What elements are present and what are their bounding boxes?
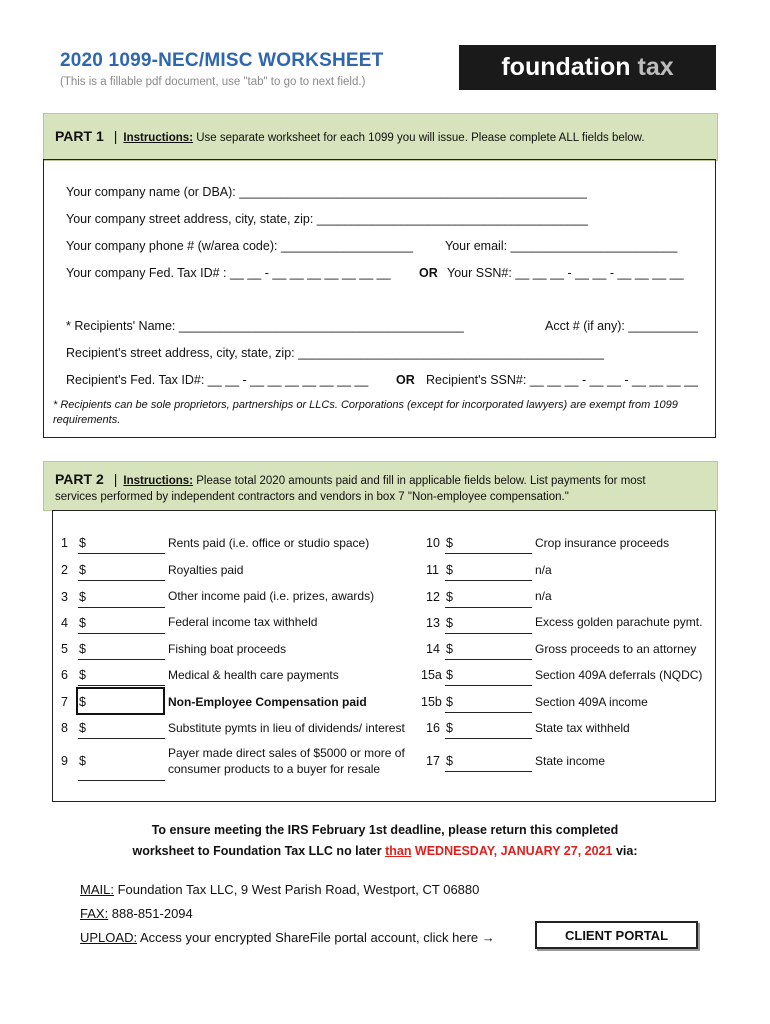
box-label: Substitute pymts in lieu of dividends/ interest — [168, 721, 405, 735]
dollar-sign: $ — [79, 563, 86, 577]
box-number: 16 — [426, 721, 440, 735]
box-number: 8 — [61, 721, 68, 735]
deadline-via: via: — [612, 844, 638, 858]
part1-instructions-label: Instructions: — [123, 132, 194, 144]
box-label: Federal income tax withheld — [168, 615, 318, 629]
deadline-line-1: To ensure meeting the IRS February 1st deadline, please return this completed — [151, 823, 619, 837]
upload-text: Access your encrypted ShareFile portal account, click here — [137, 930, 482, 945]
part1-instructions-text: Use separate worksheet for each 1099 you will issue. Please complete ALL fields below. — [193, 132, 645, 144]
part2-separator: | — [113, 471, 118, 487]
box-label: n/a — [535, 589, 552, 603]
box-number: 15a — [421, 668, 442, 682]
fax-label: FAX: — [80, 906, 109, 921]
part2-label: PART 2 — [55, 471, 104, 487]
part2-instructions-text: Please total 2020 amounts paid and fill in applicable fields below. List payments for most — [193, 475, 646, 487]
part1-header — [43, 113, 718, 161]
part2-instructions — [123, 475, 645, 487]
amount-field-box7[interactable] — [76, 687, 165, 715]
box-number: 11 — [426, 563, 439, 577]
amount-field-box13[interactable] — [445, 633, 532, 634]
foundation-tax-logo — [459, 45, 716, 90]
company-address-field[interactable]: Your company street address, city, state, zip: _______________________________________ — [66, 212, 588, 226]
fax-line — [80, 906, 193, 921]
amount-field-box10[interactable] — [445, 553, 532, 554]
or-label: OR — [419, 266, 438, 280]
dollar-sign: $ — [79, 754, 86, 768]
deadline-line-2 — [50, 844, 720, 858]
dollar-sign: $ — [446, 721, 453, 735]
box-number: 5 — [61, 642, 68, 656]
box-label: Royalties paid — [168, 563, 244, 577]
box-label: Payer made direct sales of $5000 or more of consumer products to a buyer for resale — [168, 746, 405, 776]
box-label: Section 409A deferrals (NQDC) — [535, 668, 703, 682]
mail-address: Foundation Tax LLC, 9 West Parish Road, Westport, CT 06880 — [113, 882, 480, 897]
box-number: 14 — [426, 642, 440, 656]
dollar-sign: $ — [446, 695, 453, 709]
box-number: 6 — [61, 668, 68, 682]
part1-heading — [55, 128, 645, 144]
box-number: 9 — [61, 754, 68, 768]
dollar-sign: $ — [79, 695, 86, 709]
amount-field-box17[interactable] — [445, 771, 532, 772]
amount-field-box3[interactable] — [78, 607, 165, 608]
part1-box — [43, 159, 716, 438]
recipient-name-field[interactable]: * Recipients' Name: _________________________________________ — [66, 319, 464, 333]
amount-field-box16[interactable] — [445, 738, 532, 739]
box-label: Rents paid (i.e. office or studio space) — [168, 536, 370, 550]
dollar-sign: $ — [446, 642, 453, 656]
amount-field-box15a[interactable] — [445, 685, 532, 686]
box-label: Section 409A income — [535, 695, 648, 709]
amount-field-box12[interactable] — [445, 607, 532, 608]
box-label: Gross proceeds to an attorney — [535, 642, 697, 656]
box-label: Crop insurance proceeds — [535, 536, 670, 550]
mail-line — [80, 882, 479, 897]
amount-field-box9[interactable] — [78, 780, 165, 781]
box-number: 17 — [426, 754, 440, 768]
deadline-text: worksheet to Foundation Tax LLC no later — [132, 844, 386, 858]
dollar-sign: $ — [446, 754, 453, 768]
box-number: 1 — [61, 536, 68, 550]
dollar-sign: $ — [446, 590, 453, 604]
box-number: 15b — [421, 695, 442, 709]
box-number: 7 — [61, 695, 68, 709]
mail-label: MAIL: — [80, 882, 114, 897]
company-phone-field[interactable]: Your company phone # (w/area code): ___________________ — [66, 239, 414, 253]
recipient-taxid-field[interactable]: Recipient's Fed. Tax ID#: __ __ - __ __ __ __ __ __ __ — [66, 373, 369, 387]
acct-field[interactable]: Acct # (if any): __________ — [545, 319, 698, 333]
amount-field-box11[interactable] — [445, 580, 532, 581]
logo-word-foundation: foundation — [501, 53, 631, 81]
amount-field-box6[interactable] — [78, 685, 165, 686]
amount-field-box14[interactable] — [445, 659, 532, 660]
dollar-sign: $ — [446, 563, 453, 577]
box-label: Non-Employee Compensation paid — [168, 695, 367, 709]
box-number: 3 — [61, 590, 68, 604]
dollar-sign: $ — [446, 616, 453, 630]
box-label: n/a — [535, 563, 552, 577]
box-number: 4 — [61, 616, 68, 630]
box-number: 10 — [426, 536, 440, 550]
arrow-right-icon: → — [481, 930, 495, 945]
box-number: 2 — [61, 563, 68, 577]
amount-field-box1[interactable] — [78, 553, 165, 554]
dollar-sign: $ — [79, 721, 86, 735]
part1-separator: | — [113, 128, 118, 144]
amount-field-box8[interactable] — [78, 738, 165, 739]
fax-number: 888-851-2094 — [108, 906, 193, 921]
recipients-note: * Recipients can be sole proprietors, partnerships or LLCs. Corporations (except for incorporated lawyers) are exempt from 1099 requirements. — [53, 399, 678, 426]
logo-word-tax: tax — [637, 53, 674, 81]
part1-label: PART 1 — [55, 128, 104, 144]
page-title: 2020 1099-NEC/MISC WORKSHEET — [60, 50, 384, 71]
deadline-than: than — [385, 844, 412, 858]
client-portal-button[interactable]: CLIENT PORTAL — [535, 921, 698, 949]
box-label: Excess golden parachute pymt. — [535, 615, 703, 629]
box-number: 13 — [426, 616, 440, 630]
or-label: OR — [396, 373, 415, 387]
recipient-address-field[interactable]: Recipient's street address, city, state, zip: ____________________________________________ — [66, 346, 604, 360]
part2-header — [43, 461, 718, 511]
box-label: Fishing boat proceeds — [168, 642, 287, 656]
part1-instructions — [123, 132, 644, 144]
company-email-field[interactable]: Your email: ________________________ — [445, 239, 678, 253]
dollar-sign: $ — [79, 590, 86, 604]
dollar-sign: $ — [446, 536, 453, 550]
part2-heading — [55, 471, 646, 487]
box-label: State income — [535, 754, 606, 768]
dollar-sign: $ — [79, 668, 86, 682]
box-label: Other income paid (i.e. prizes, awards) — [168, 589, 375, 603]
box-number: 12 — [426, 590, 440, 604]
company-taxid-field[interactable]: Your company Fed. Tax ID# : __ __ - __ __ __ __ __ __ __ — [66, 266, 391, 280]
dollar-sign: $ — [446, 668, 453, 682]
company-name-field[interactable]: Your company name (or DBA): __________________________________________________ — [66, 185, 587, 199]
dollar-sign: $ — [79, 616, 86, 630]
deadline-date: WEDNESDAY, JANUARY 27, 2021 — [411, 844, 613, 858]
page-subtitle: (This is a fillable pdf document, use "tab" to go to next field.) — [60, 76, 366, 88]
dollar-sign: $ — [79, 642, 86, 656]
amount-field-box4[interactable] — [78, 633, 165, 634]
amount-field-box2[interactable] — [78, 580, 165, 581]
amount-field-box15b[interactable] — [445, 712, 532, 713]
dollar-sign: $ — [79, 536, 86, 550]
part2-instructions-label: Instructions: — [123, 475, 194, 487]
box-label: Medical & health care payments — [168, 668, 339, 682]
amount-field-box5[interactable] — [78, 659, 165, 660]
part2-instructions-text-2: services performed by independent contractors and vendors in box 7 "Non-employee compensation." — [55, 491, 569, 503]
company-ssn-field[interactable]: Your SSN#: __ __ __ - __ __ - __ __ __ __ — [447, 266, 684, 280]
box-label: State tax withheld — [535, 721, 630, 735]
upload-line — [80, 930, 495, 945]
upload-label: UPLOAD: — [80, 930, 138, 945]
recipient-ssn-field[interactable]: Recipient's SSN#: __ __ __ - __ __ - __ __ __ __ — [426, 373, 699, 387]
